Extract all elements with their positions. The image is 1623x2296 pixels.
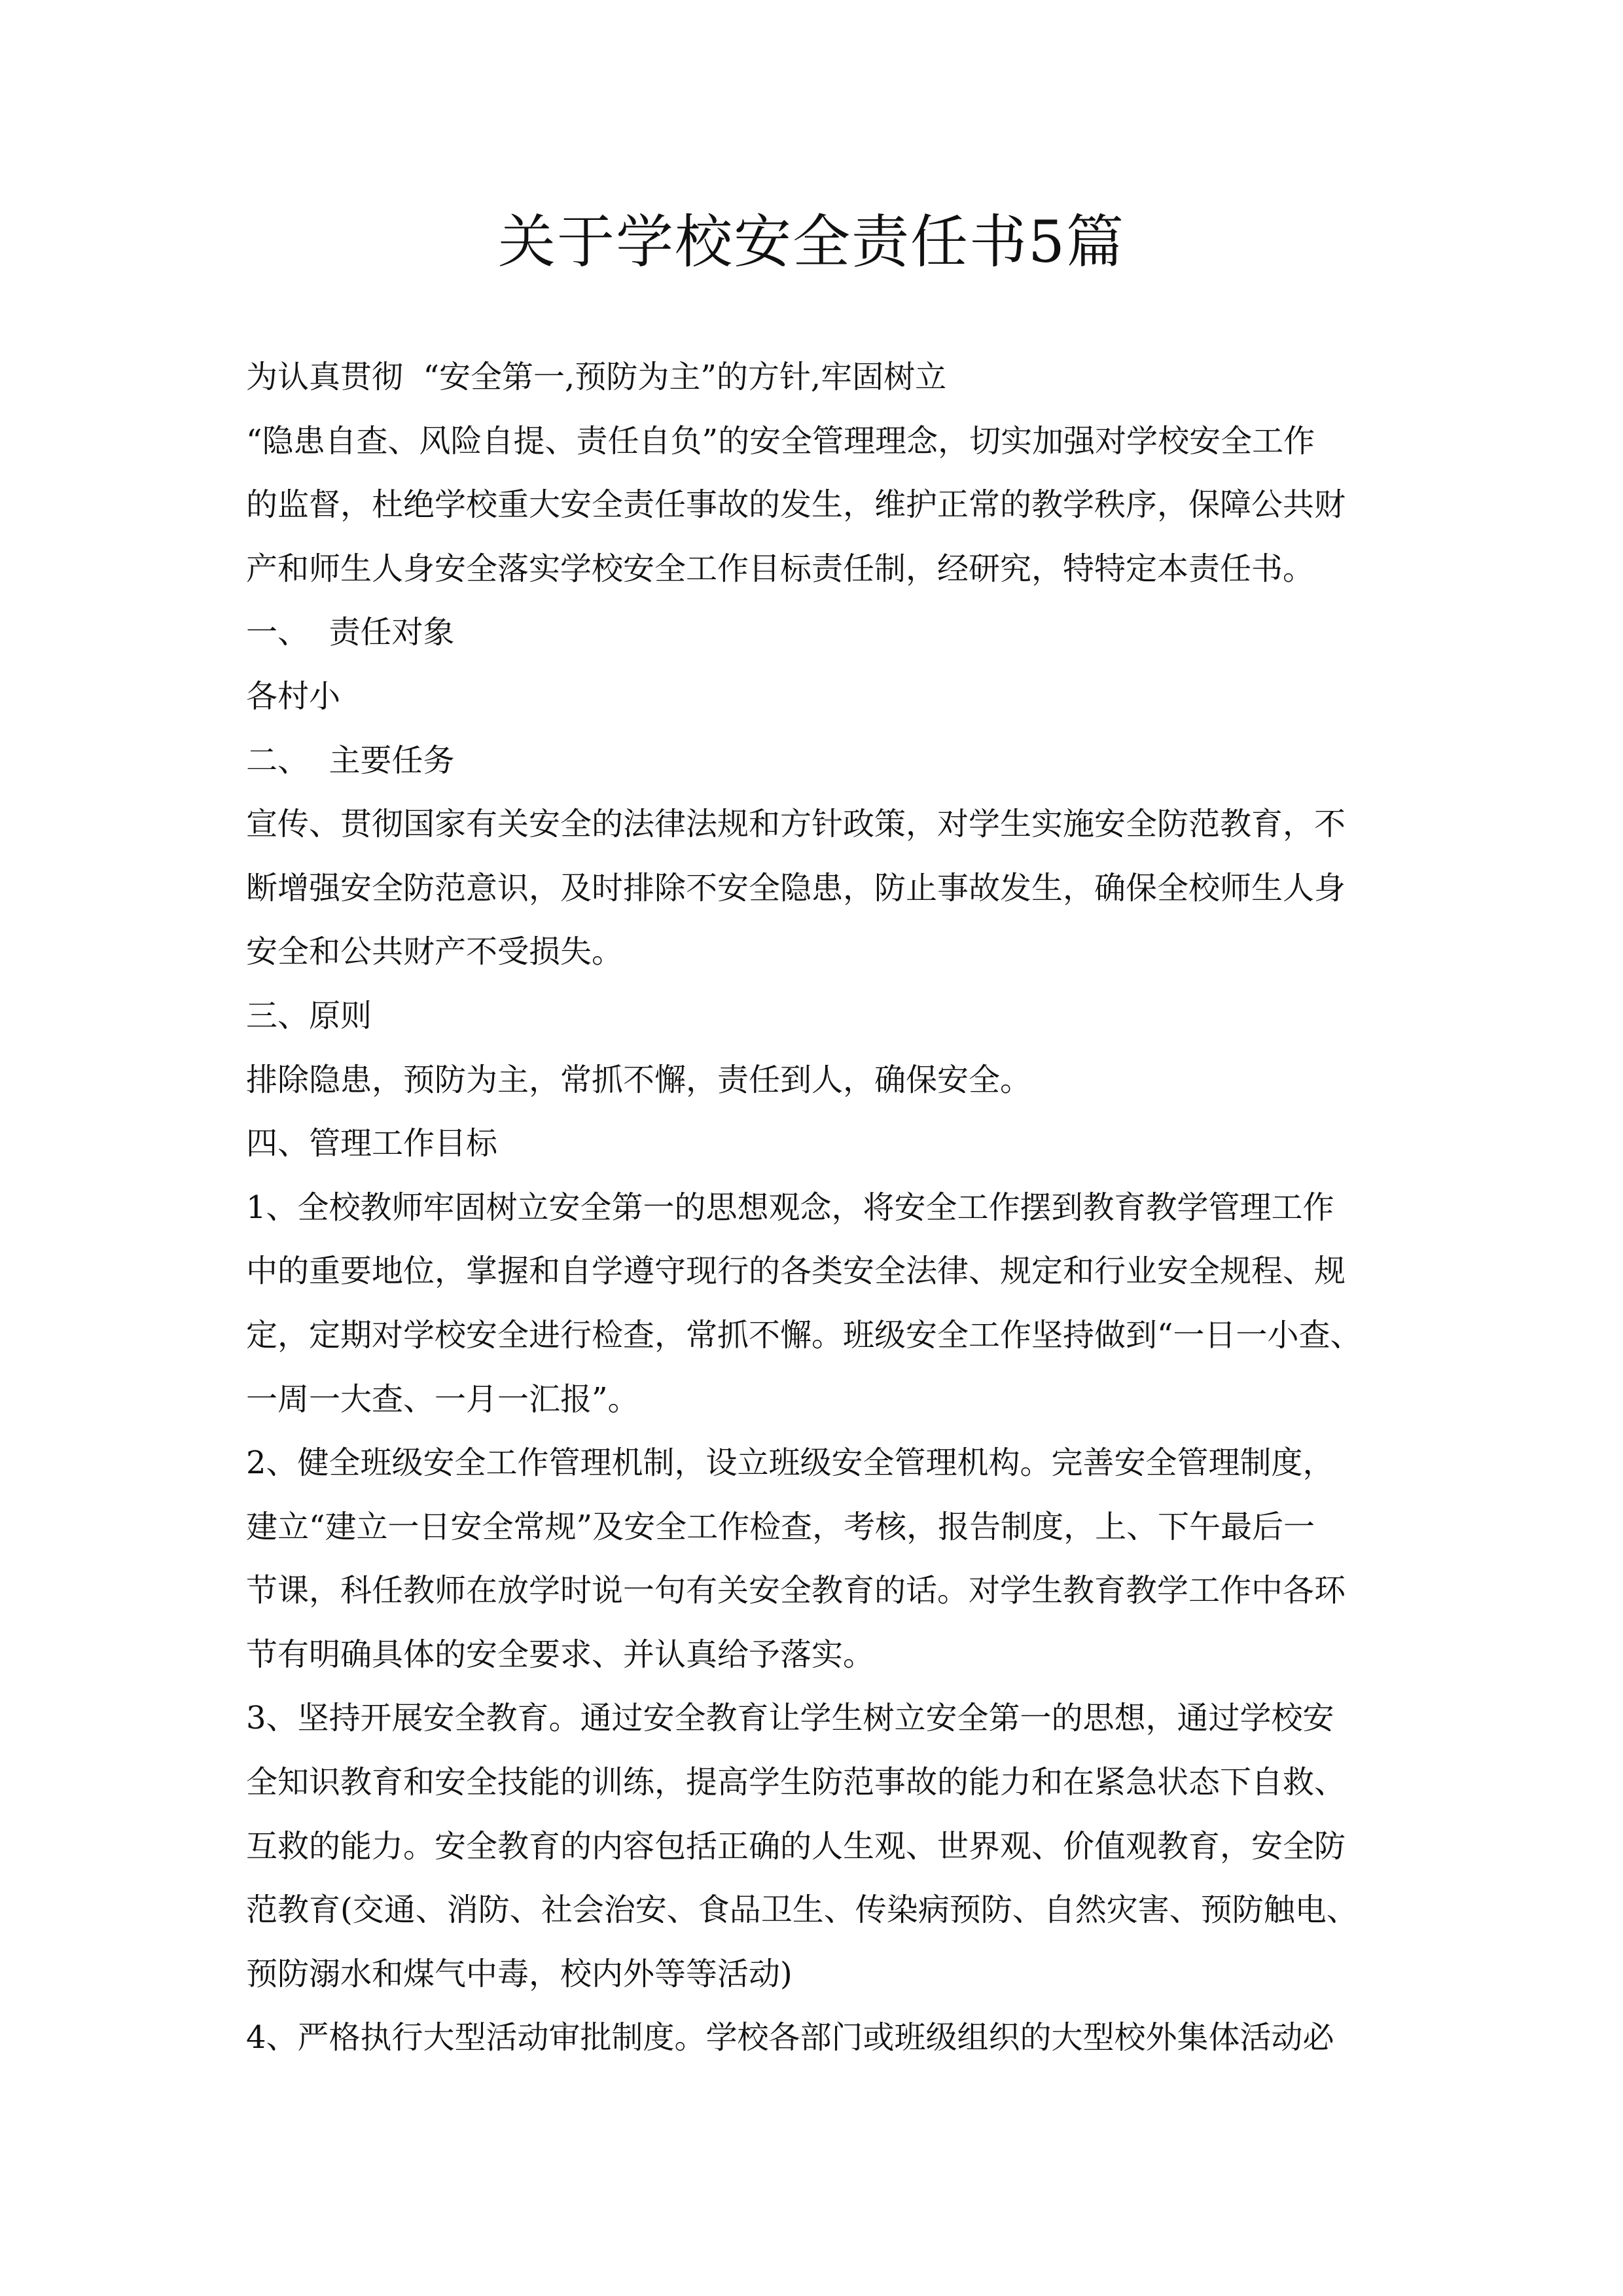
text-line: 排除隐患，预防为主，常抓不懈，责任到人，确保安全。 <box>246 1061 1032 1098</box>
document-body <box>246 346 1385 2070</box>
text-line: 的监督，杜绝学校重大安全责任事故的发生，维护正常的教学秩序，保障公共财 <box>246 486 1346 524</box>
text-line: 安全和公共财产不受损失。 <box>246 933 624 971</box>
text-line: “隐患自查、风险自提、责任自负”的安全管理理念，切实加强对学校安全工作 <box>246 422 1315 459</box>
text-line: 节课，科任教师在放学时说一句有关安全教育的话。对学生教育教学工作中各环 <box>246 1572 1346 1609</box>
text-line: 各村小 <box>246 677 341 715</box>
text-line: 建立“建立一日安全常规”及安全工作检查，考核，报告制度，上、下午最后一 <box>246 1508 1315 1545</box>
text-line: 3、坚持开展安全教育。通过安全教育让学生树立安全第一的思想，通过学校安 <box>246 1700 1334 1737</box>
text-line: 断增强安全防范意识，及时排除不安全隐患，防止事故发生，确保全校师生人身 <box>246 869 1346 906</box>
text-line: 预防溺水和煤气中毒，校内外等等活动) <box>246 1955 793 1992</box>
text-line: 一、 责任对象 <box>246 614 455 651</box>
text-line: 宣传、贯彻国家有关安全的法律法规和方针政策，对学生实施安全防范教育，不 <box>246 806 1346 843</box>
text-line: 四、管理工作目标 <box>246 1125 498 1162</box>
text-line: 三、原则 <box>246 997 372 1034</box>
text-line: 全知识教育和安全技能的训练，提高学生防范事故的能力和在紧急状态下自救、 <box>246 1764 1346 1801</box>
text-line: 一周一大查、一月一汇报”。 <box>246 1380 639 1418</box>
text-line: 二、 主要任务 <box>246 742 455 779</box>
text-line: 定，定期对学校安全进行检查，常抓不懈。班级安全工作坚持做到“一日一小查、 <box>246 1316 1362 1354</box>
text-line: 节有明确具体的安全要求、并认真给予落实。 <box>246 1636 875 1673</box>
text-line: 范教育(交通、消防、社会治安、食品卫生、传染病预防、自然灾害、预防触电、 <box>246 1892 1358 1929</box>
text-line: 2、健全班级安全工作管理机制，设立班级安全管理机构。完善安全管理制度， <box>246 1444 1334 1482</box>
document-title: 关于学校安全责任书5篇 <box>498 208 1125 276</box>
text-line: 产和师生人身安全落实学校安全工作目标责任制，经研究，特特定本责任书。 <box>246 550 1315 587</box>
text-line: 1、全校教师牢固树立安全第一的思想观念，将安全工作摆到教育教学管理工作 <box>246 1189 1334 1226</box>
text-line: 4、严格执行大型活动审批制度。学校各部门或班级组织的大型校外集体活动必 <box>246 2019 1334 2056</box>
text-line: 为认真贯彻 “安全第一,预防为主”的方针,牢固树立 <box>246 359 947 395</box>
text-line: 中的重要地位，掌握和自学遵守现行的各类安全法律、规定和行业安全规程、规 <box>246 1253 1346 1290</box>
text-line: 互救的能力。安全教育的内容包括正确的人生观、世界观、价值观教育，安全防 <box>246 1827 1346 1865</box>
